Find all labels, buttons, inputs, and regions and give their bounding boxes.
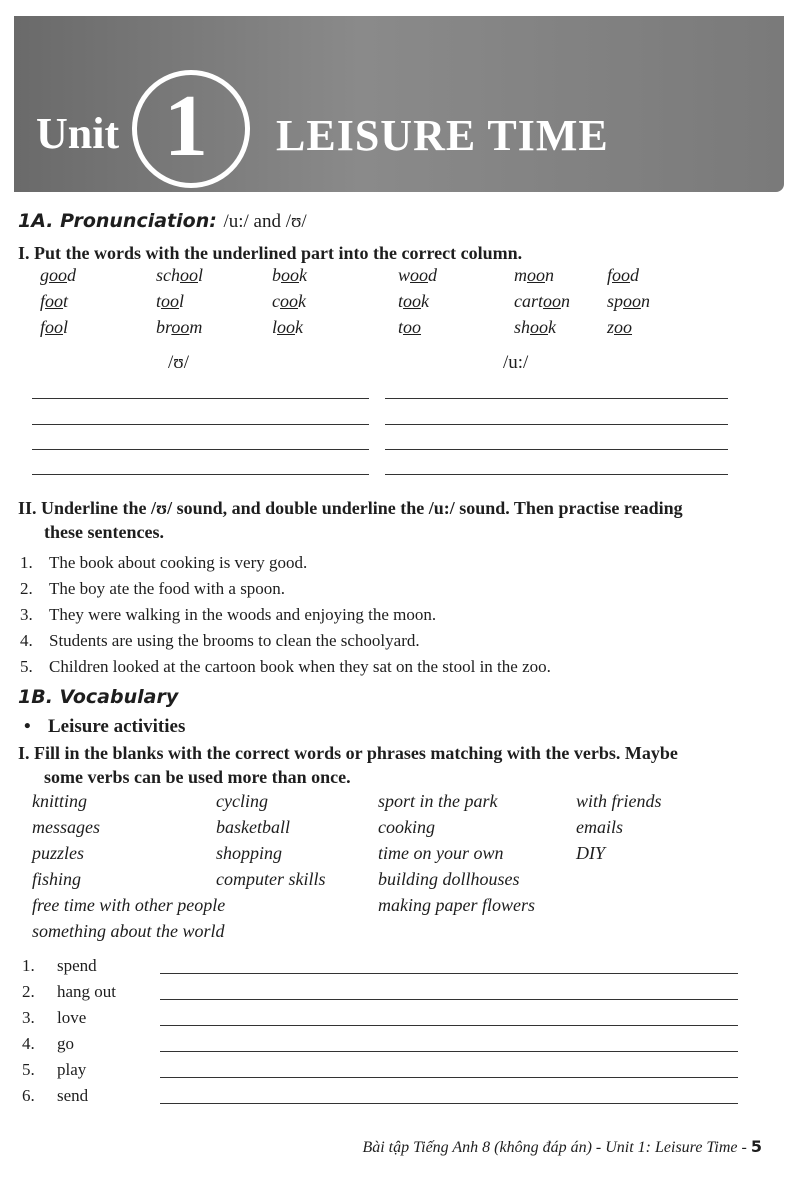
- ex2-instruction: [18, 496, 683, 544]
- section-b-heading: 1B. Vocabulary: [18, 686, 179, 708]
- word-item: too: [398, 317, 422, 337]
- b-ex1-instruction-line1: I. Fill in the blanks with the correct words or phrases matching with the verbs. Maybe: [18, 743, 678, 763]
- word-item: cook: [272, 291, 306, 311]
- vocab-item: cooking: [378, 817, 435, 837]
- verb-number: 4.: [22, 1034, 35, 1053]
- word-item: food: [607, 265, 640, 285]
- verb-number: 6.: [22, 1086, 35, 1105]
- fill-blank-line[interactable]: [160, 999, 738, 1000]
- section-a-heading: [18, 210, 307, 233]
- vocab-item: free time with other people: [32, 895, 226, 915]
- column-long-heading: /u:/: [503, 352, 529, 373]
- answer-line[interactable]: [385, 424, 728, 425]
- verb-label: hang out: [57, 982, 117, 1001]
- vocab-item: shopping: [216, 843, 283, 863]
- sentence-number: 5.: [20, 657, 33, 676]
- word-item: foot: [40, 291, 69, 311]
- leisure-activities-heading: Leisure activities: [48, 716, 186, 737]
- page-footer: [362, 1137, 762, 1157]
- section-a-title: 1A. Pronunciation:: [18, 210, 217, 232]
- unit-number: 1: [164, 78, 208, 175]
- sentence-text: The boy ate the food with a spoon.: [49, 579, 286, 598]
- word-item: wood: [398, 265, 438, 285]
- word-item: zoo: [607, 317, 633, 337]
- fill-blank-line[interactable]: [160, 1051, 738, 1052]
- vocab-item: sport in the park: [378, 791, 498, 811]
- word-item: shook: [514, 317, 557, 337]
- vocab-item: fishing: [32, 869, 82, 889]
- verb-label: send: [57, 1086, 89, 1105]
- answer-line[interactable]: [32, 449, 369, 450]
- b-ex1-instruction-line2: some verbs can be used more than once.: [44, 767, 351, 787]
- answer-line[interactable]: [32, 398, 369, 399]
- bullet-icon: •: [24, 716, 31, 737]
- sentence-number: 1.: [20, 553, 33, 572]
- ex1-instruction: I. Put the words with the underlined part into the correct column.: [18, 243, 523, 263]
- vocab-item: knitting: [32, 791, 87, 811]
- vocab-item: making paper flowers: [378, 895, 535, 915]
- word-item: tool: [156, 291, 185, 311]
- word-item: cartoon: [514, 291, 570, 311]
- vocab-item: basketball: [216, 817, 290, 837]
- unit-title: LEISURE TIME: [276, 111, 609, 160]
- column-short-heading: /ʊ/: [168, 352, 189, 373]
- ex2-instruction-line1: II. Underline the /ʊ/ sound, and double underline the /u:/ sound. Then practise reading: [18, 498, 683, 518]
- verb-label: love: [57, 1008, 87, 1027]
- answer-line[interactable]: [385, 449, 728, 450]
- vocab-item: time on your own: [378, 843, 504, 863]
- vocab-item: puzzles: [32, 843, 85, 863]
- vocab-item: building dollhouses: [378, 869, 520, 889]
- answer-line[interactable]: [385, 474, 728, 475]
- word-item: school: [156, 265, 204, 285]
- vocab-item: something about the world: [32, 921, 225, 941]
- vocab-item: messages: [32, 817, 100, 837]
- verb-number: 1.: [22, 956, 35, 975]
- vocab-item: cycling: [216, 791, 268, 811]
- vocab-item: DIY: [576, 843, 606, 863]
- sentence-text: The book about cooking is very good.: [49, 553, 308, 572]
- unit-label: Unit: [36, 109, 120, 158]
- verb-label: go: [57, 1034, 74, 1053]
- verb-number: 5.: [22, 1060, 35, 1079]
- word-item: took: [398, 291, 430, 311]
- sentence-text: They were walking in the woods and enjoying the moon.: [49, 605, 437, 624]
- verb-label: spend: [57, 956, 97, 975]
- b-ex1-instruction: [18, 741, 788, 789]
- fill-blank-line[interactable]: [160, 1025, 738, 1026]
- answer-line[interactable]: [385, 398, 728, 399]
- answer-line[interactable]: [32, 474, 369, 475]
- word-item: fool: [40, 317, 69, 337]
- verb-label: play: [57, 1060, 87, 1079]
- sentence-text: Students are using the brooms to clean the schoolyard.: [49, 631, 420, 650]
- fill-blank-line[interactable]: [160, 1077, 738, 1078]
- vocab-item: computer skills: [216, 869, 326, 889]
- unit-banner: [14, 16, 784, 192]
- sentence-text: Children looked at the cartoon book when they sat on the stool in the zoo.: [49, 657, 551, 676]
- footer-text: Bài tập Tiếng Anh 8 (không đáp án) - Unit 1: Leisure Time -: [362, 1139, 751, 1156]
- word-item: spoon: [607, 291, 651, 311]
- fill-blank-line[interactable]: [160, 1103, 738, 1104]
- sentence-number: 3.: [20, 605, 33, 624]
- sentence-number: 4.: [20, 631, 33, 650]
- vocab-item: emails: [576, 817, 623, 837]
- word-item: good: [40, 265, 76, 285]
- fill-blank-line[interactable]: [160, 973, 738, 974]
- page-number: 5: [750, 1137, 762, 1156]
- ex2-instruction-line2: these sentences.: [44, 522, 164, 542]
- verb-number: 3.: [22, 1008, 35, 1027]
- sentence-number: 2.: [20, 579, 33, 598]
- verb-number: 2.: [22, 982, 35, 1001]
- word-item: book: [272, 265, 307, 285]
- word-item: broom: [156, 317, 203, 337]
- word-item: look: [272, 317, 304, 337]
- word-item: moon: [514, 265, 554, 285]
- section-a-sounds: /u:/ and /ʊ/: [223, 211, 307, 232]
- vocab-item: with friends: [576, 791, 662, 811]
- answer-line[interactable]: [32, 424, 369, 425]
